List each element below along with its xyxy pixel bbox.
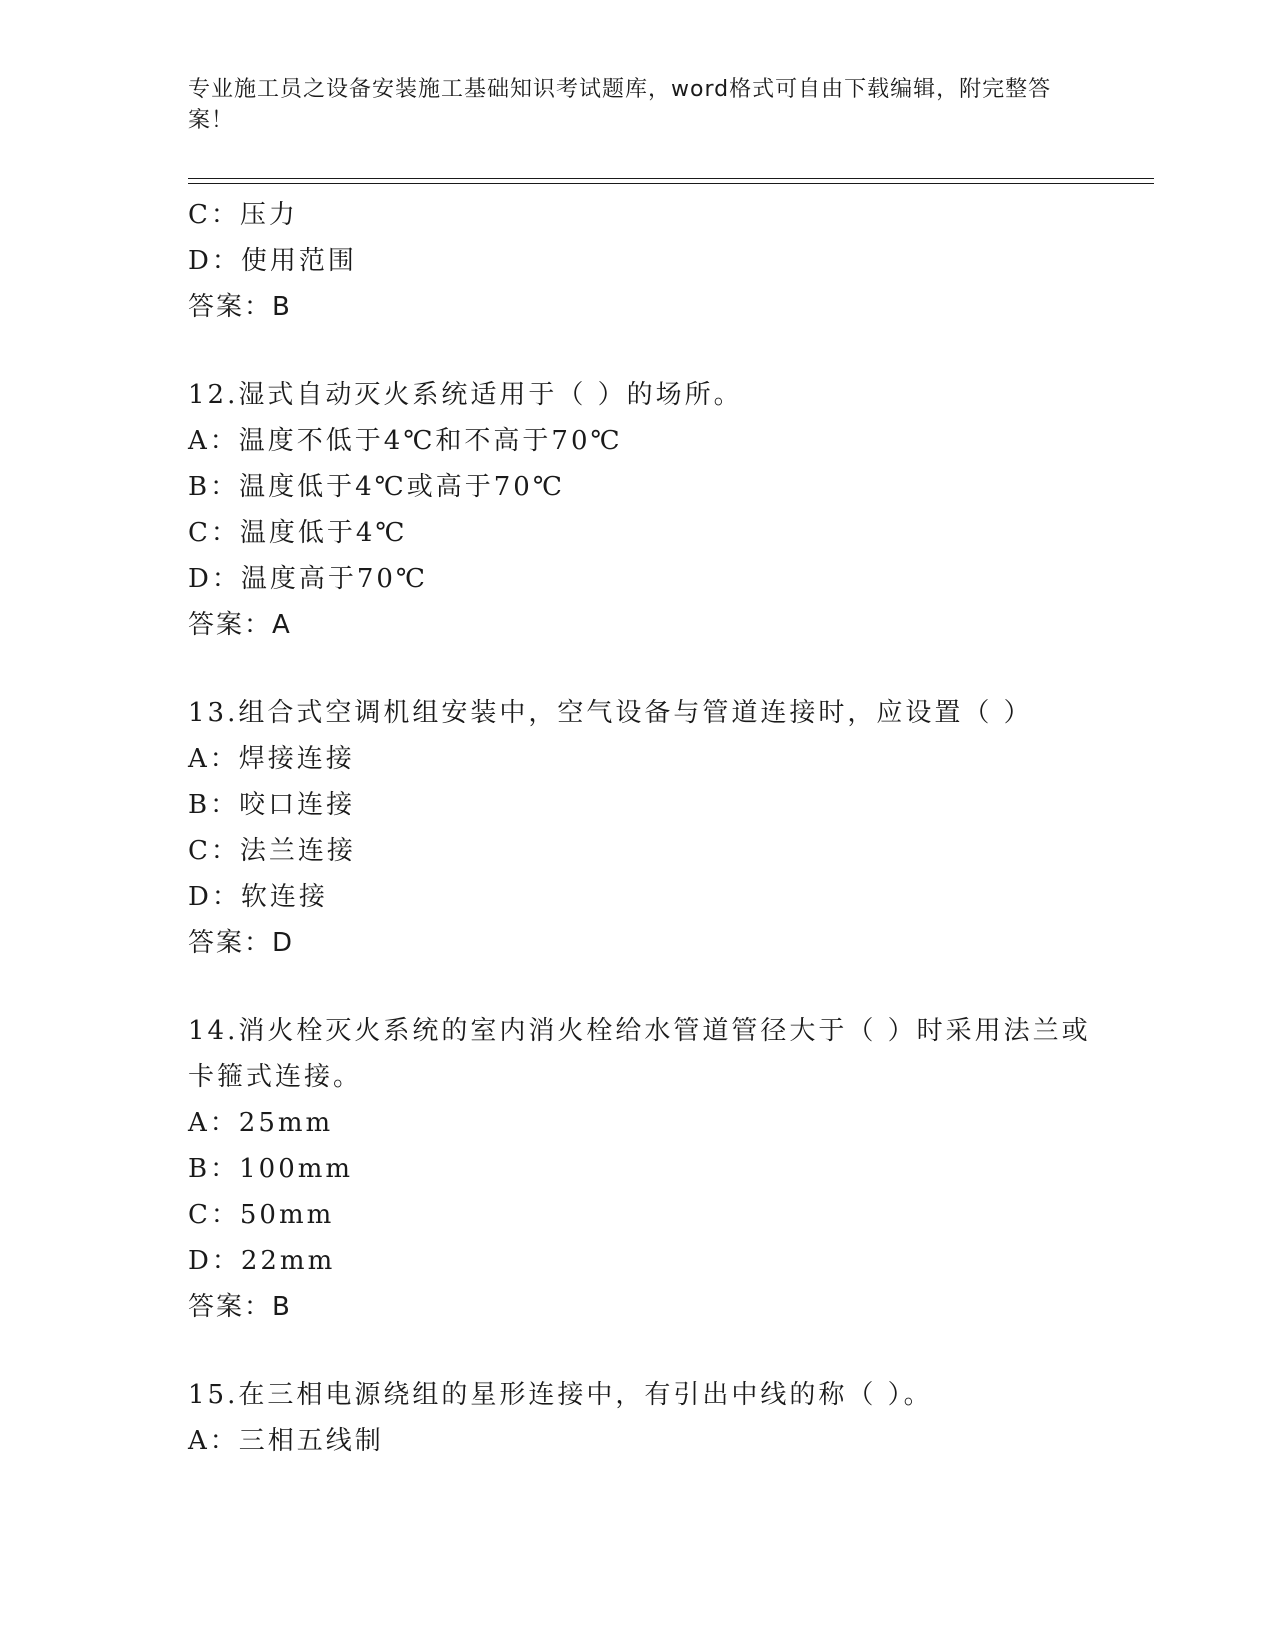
option-c: C：50mm xyxy=(188,1200,335,1230)
header-divider-top xyxy=(188,178,1154,179)
answer-line: 答案：B xyxy=(188,292,292,322)
question-14 xyxy=(188,1008,1118,1330)
option-d: D：软连接 xyxy=(188,882,328,912)
header-divider-bottom xyxy=(188,183,1154,184)
option-d: D：22mm xyxy=(188,1246,336,1276)
question-12 xyxy=(188,372,1118,648)
question-stem: 15.在三相电源绕组的星形连接中，有引出中线的称（ ）。 xyxy=(188,1380,933,1410)
option-b: B：100mm xyxy=(188,1154,354,1184)
question-stem: 14.消火栓灭火系统的室内消火栓给水管道管径大于（ ）时采用法兰或卡箍式连接。 xyxy=(188,1016,1091,1092)
question-stem: 13.组合式空调机组安装中，空气设备与管道连接时，应设置（ ） xyxy=(188,698,1033,728)
question-content xyxy=(188,192,1118,1506)
option-b: B：咬口连接 xyxy=(188,790,356,820)
option-d: D：使用范围 xyxy=(188,246,357,276)
question-stem: 12.湿式自动灭火系统适用于（ ）的场所。 xyxy=(188,380,743,410)
question-15 xyxy=(188,1372,1118,1464)
answer-line: 答案：D xyxy=(188,928,295,958)
option-d: D：温度高于70℃ xyxy=(188,564,429,594)
option-c: C：压力 xyxy=(188,200,298,230)
answer-line: 答案：A xyxy=(188,610,292,640)
page-header: 专业施工员之设备安装施工基础知识考试题库，word格式可自由下载编辑，附完整答案！ xyxy=(188,77,1052,133)
option-c: C：法兰连接 xyxy=(188,836,356,866)
answer-line: 答案：B xyxy=(188,1292,292,1322)
option-a: A：25mm xyxy=(188,1108,334,1138)
option-a: A：焊接连接 xyxy=(188,744,355,774)
option-a: A：温度不低于4℃和不高于70℃ xyxy=(188,426,623,456)
option-c: C：温度低于4℃ xyxy=(188,518,408,548)
continued-question xyxy=(188,192,1118,330)
option-b: B：温度低于4℃或高于70℃ xyxy=(188,472,565,502)
option-a: A：三相五线制 xyxy=(188,1426,384,1456)
question-13 xyxy=(188,690,1118,966)
